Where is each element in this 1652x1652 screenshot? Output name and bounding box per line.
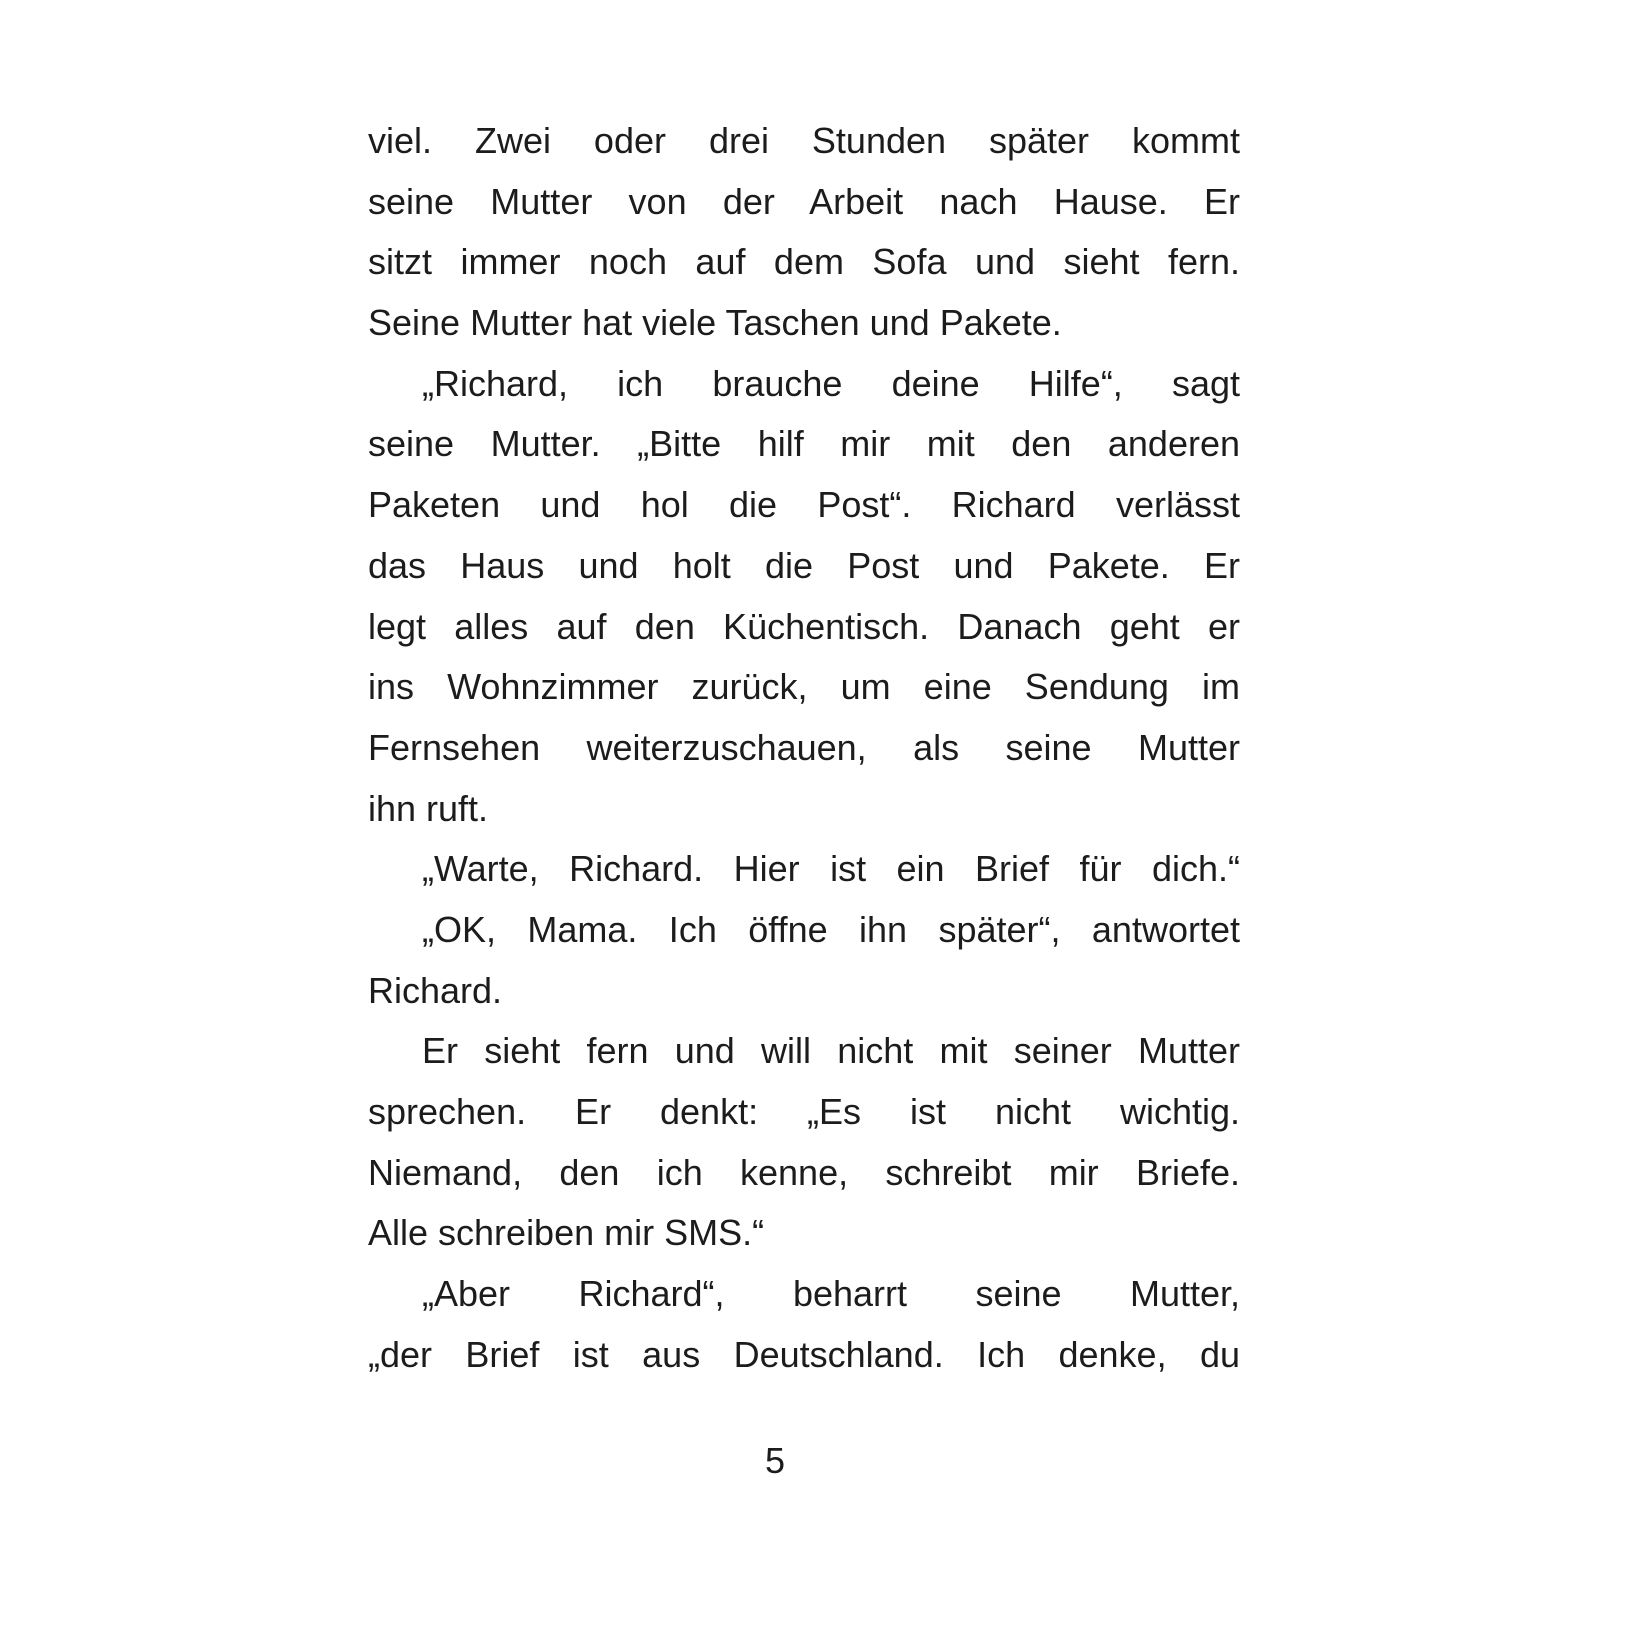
text-line: Niemand, den ich kenne, schreibt mir Briefe. — [368, 1151, 1240, 1193]
paragraph — [368, 111, 1240, 354]
page-number: 5 — [764, 1440, 786, 1481]
text-line: Seine Mutter hat viele Taschen und Pakete. — [368, 302, 1062, 344]
text-line: Alle schreiben mir SMS.“ — [368, 1212, 765, 1254]
text-line: legt alles auf den Küchentisch. Danach geht er — [368, 605, 1240, 647]
paragraph — [368, 1021, 1240, 1264]
text-line: sitzt immer noch auf dem Sofa und sieht fern. — [368, 241, 1240, 283]
text-line: das Haus und holt die Post und Pakete. Er — [368, 544, 1240, 586]
text-line: „Warte, Richard. Hier ist ein Brief für dich.“ — [422, 848, 1240, 890]
paragraph — [368, 1264, 1240, 1385]
text-line: ihn ruft. — [368, 787, 489, 829]
text-line: „Richard, ich brauche deine Hilfe“, sagt — [422, 362, 1240, 404]
text-line: viel. Zwei oder drei Stunden später kommt — [368, 120, 1240, 161]
text-line: Paketen und hol die Post“. Richard verlässt — [368, 484, 1240, 526]
text-line: seine Mutter von der Arbeit nach Hause. Er — [368, 180, 1240, 222]
text-line: seine Mutter. „Bitte hilf mir mit den anderen — [368, 423, 1240, 465]
text-line: „Aber Richard“, beharrt seine Mutter, — [422, 1273, 1240, 1315]
text-line: ins Wohnzimmer zurück, um eine Sendung im — [368, 666, 1240, 708]
text-line: sprechen. Er denkt: „Es ist nicht wichtig. — [368, 1091, 1240, 1132]
text-line: Richard. — [368, 969, 503, 1011]
text-line: „OK, Mama. Ich öffne ihn später“, antwortet — [422, 908, 1240, 950]
body-text — [368, 111, 1240, 1385]
paragraph — [368, 354, 1240, 840]
paragraph — [368, 839, 1240, 900]
paragraph — [368, 900, 1240, 1021]
text-line: Fernsehen weiterzuschauen, als seine Mutter — [368, 726, 1240, 768]
text-line: „der Brief ist aus Deutschland. Ich denke, du — [368, 1333, 1240, 1375]
text-line: Er sieht fern und will nicht mit seiner Mutter — [422, 1030, 1240, 1072]
